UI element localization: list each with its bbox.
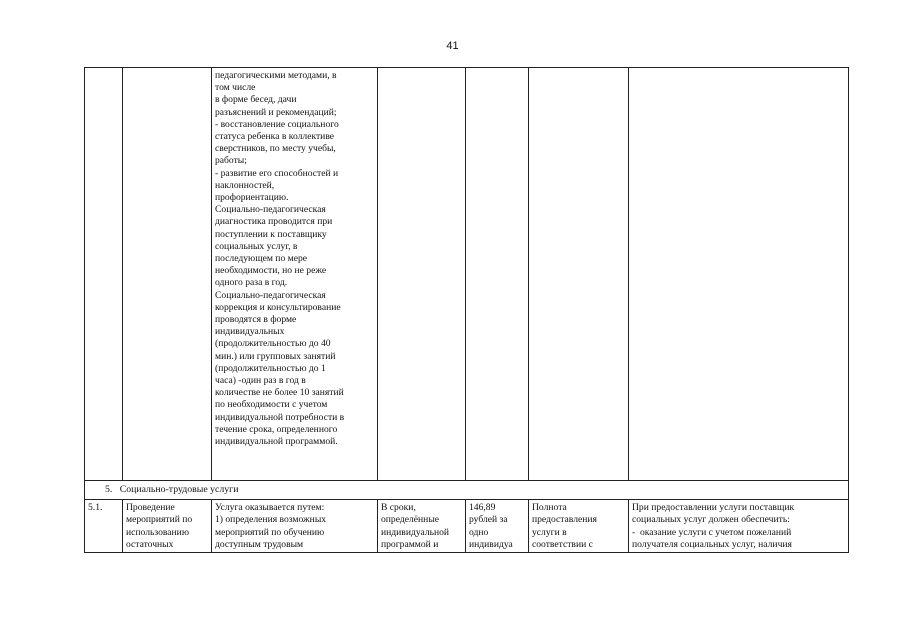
cell-conditions: При предоставлении услуги поставщик социальных услуг должен обеспечить: - оказание услуги с учетом пожеланий получателя социальных услуг, наличия: [629, 500, 849, 553]
cell-number: [85, 68, 123, 481]
cell-number: 5.1.: [85, 500, 123, 553]
cell-service-name: [123, 68, 212, 481]
cell-terms: В сроки, определённые индивидуальной программой и: [378, 500, 466, 553]
table-row-continued: [85, 68, 849, 481]
cell-terms: [378, 68, 466, 481]
cell-tariff: [466, 68, 529, 481]
services-table: [84, 67, 849, 553]
cell-tariff: 146,89 рублей за одно индивидуа: [466, 500, 529, 553]
cell-service-description: Услуга оказывается путем: 1) определения возможных мероприятий по обучению доступным трудовым: [212, 500, 378, 553]
section-heading: 5. Социально-трудовые услуги: [85, 481, 849, 500]
table-row-5-1: [85, 500, 849, 553]
cell-service-description: педагогическими методами, в том числе в форме бесед, дачи разъяснений и рекомендаций; - восстановление социального статуса ребенка в коллективе сверстников, по месту учебы, работы; - развитие его способностей и наклонностей, профориентацию. Социально-педагогическая диагностика проводится при поступлении к поставщику социальных услуг, в последующем по мере необходимости, но не реже одного раза в год. Социально-педагогическая коррекция и консультирование проводятся в форме индивидуальных (продолжительностью до 40 мин.) или групповых занятий (продолжительностью до 1 часа) -один раз в год в количестве не более 10 занятий по необходимости с учетом индивидуальной потребности в течение срока, определенного индивидуальной программой.: [212, 68, 378, 481]
cell-quality-indicators: Полнота предоставления услуги в соответствии с: [529, 500, 629, 553]
table-row-section-heading: [85, 481, 849, 500]
page-number: 41: [446, 40, 459, 52]
cell-conditions: [629, 68, 849, 481]
cell-service-name: Проведение мероприятий по использованию остаточных: [123, 500, 212, 553]
cell-quality-indicators: [529, 68, 629, 481]
